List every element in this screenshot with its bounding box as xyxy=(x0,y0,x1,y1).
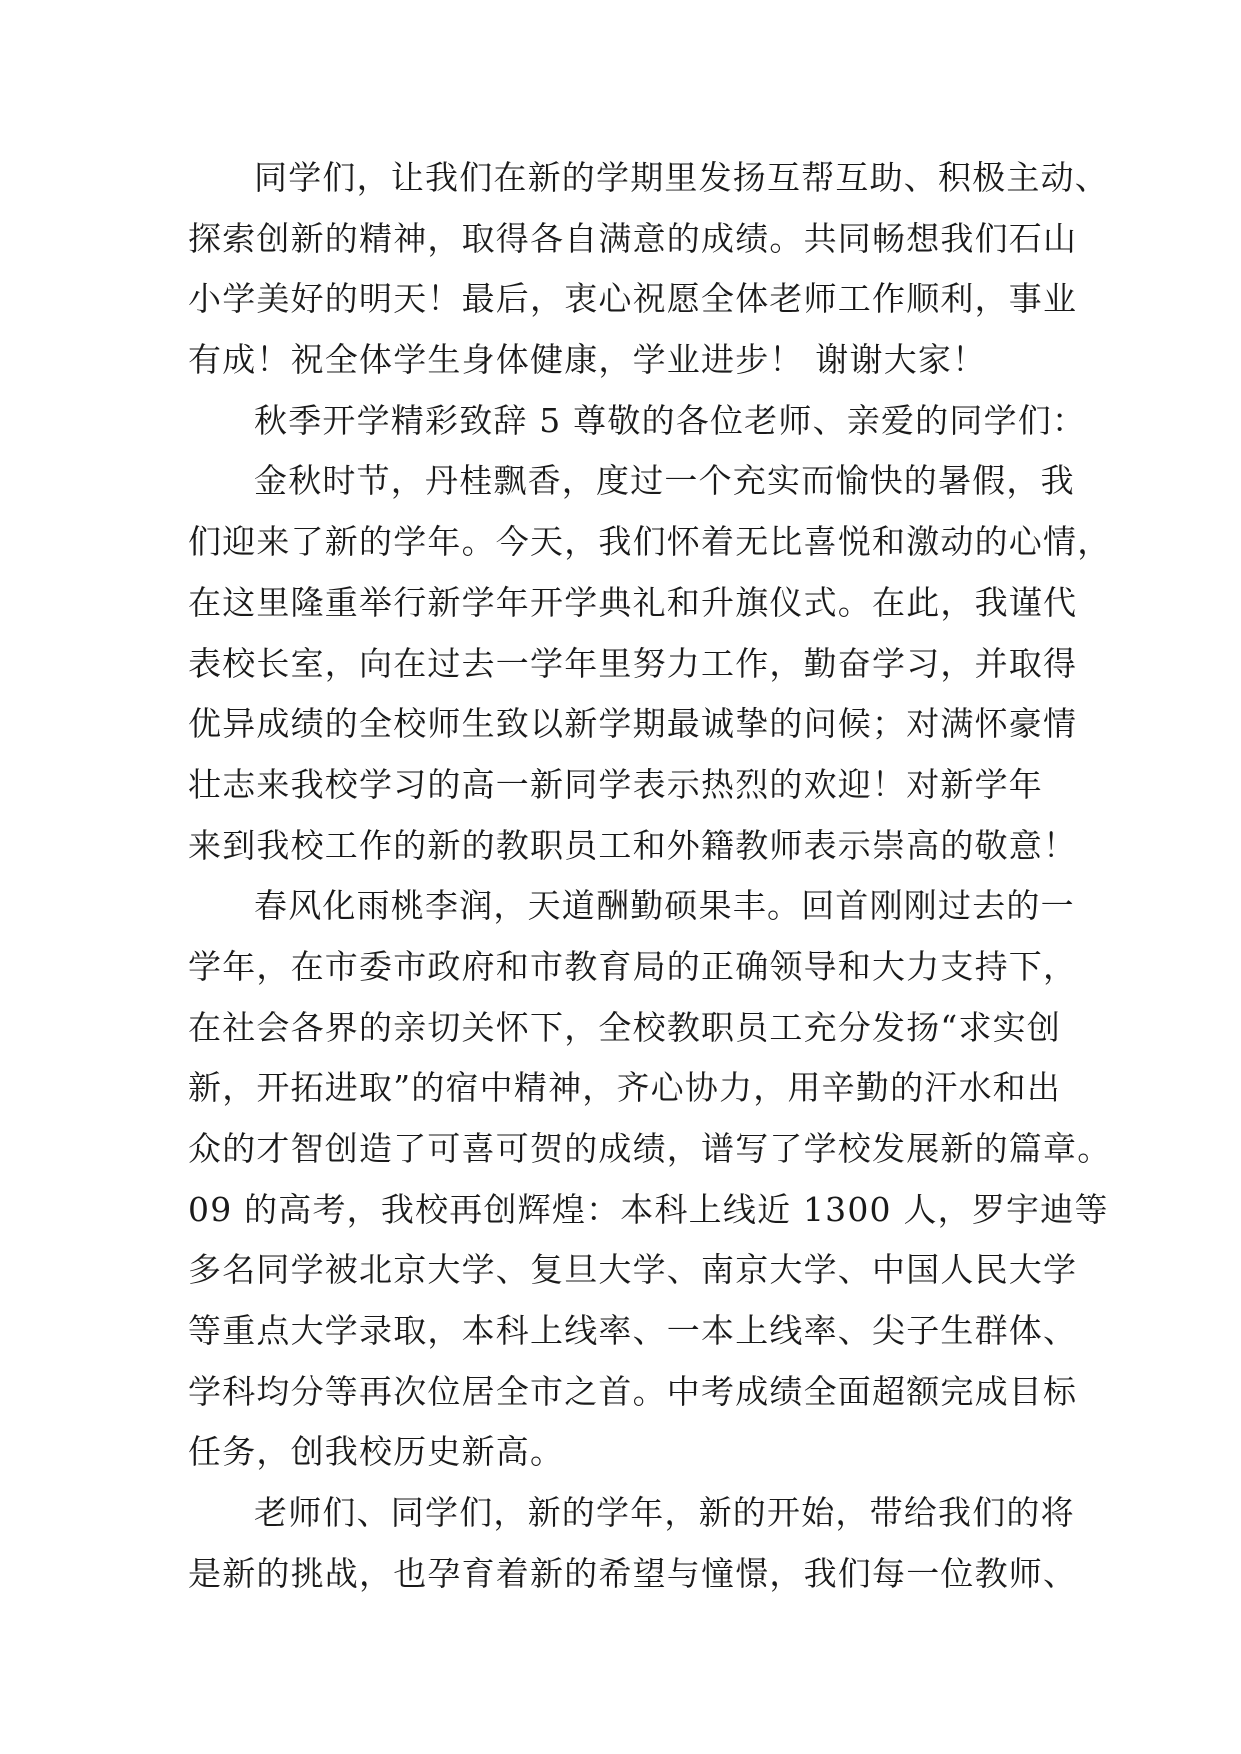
text-line: 学科均分等再次位居全市之首。中考成绩全面超额完成目标 xyxy=(188,1371,1078,1411)
text-line: 在社会各界的亲切关怀下，全校教职员工充分发扬“求实创 xyxy=(188,1007,1062,1047)
text-line: 春风化雨桃李润，天道酬勤硕果丰。回首刚刚过去的一 xyxy=(254,886,1075,926)
text-line: 09 的高考，我校再创辉煌：本科上线近 1300 人，罗宇迪等 xyxy=(188,1189,1109,1229)
text-line: 任务，创我校历史新高。 xyxy=(188,1432,565,1472)
text-line: 有成！祝全体学生身体健康，学业进步！ 谢谢大家！ xyxy=(188,340,987,380)
text-line: 探索创新的精神，取得各自满意的成绩。共同畅想我们石山 xyxy=(188,218,1078,258)
text-line: 众的才智创造了可喜可贺的成绩，谱写了学校发展新的篇章。 xyxy=(188,1129,1112,1168)
text-line: 优异成绩的全校师生致以新学期最诚挚的问候；对满怀豪情 xyxy=(188,704,1078,744)
text-line: 在这里隆重举行新学年开学典礼和升旗仪式。在此，我谨代 xyxy=(188,582,1078,622)
text-line: 们迎来了新的学年。今天，我们怀着无比喜悦和激动的心情， xyxy=(188,522,1112,562)
document-body xyxy=(188,148,1112,1605)
text-line: 金秋时节，丹桂飘香，度过一个充实而愉快的暑假，我 xyxy=(254,461,1075,501)
text-line: 老师们、同学们，新的学年，新的开始，带给我们的将 xyxy=(254,1493,1075,1533)
text-line: 学年，在市委市政府和市教育局的正确领导和大力支持下， xyxy=(188,946,1078,986)
text-line: 壮志来我校学习的高一新同学表示热烈的欢迎！对新学年 xyxy=(188,764,1043,804)
text-line: 多名同学被北京大学、复旦大学、南京大学、中国人民大学 xyxy=(188,1250,1078,1290)
text-line: 小学美好的明天！最后，衷心祝愿全体老师工作顺利，事业 xyxy=(188,279,1078,319)
text-line: 是新的挑战，也孕育着新的希望与憧憬，我们每一位教师、 xyxy=(188,1553,1078,1593)
text-line: 新，开拓进取”的宿中精神，齐心协力，用辛勤的汗水和出 xyxy=(188,1068,1062,1108)
text-line: 来到我校工作的新的教职员工和外籍教师表示崇高的敬意！ xyxy=(188,825,1078,865)
text-line: 秋季开学精彩致辞 5 尊敬的各位老师、亲爱的同学们： xyxy=(254,400,1087,440)
text-line: 表校长室，向在过去一学年里努力工作，勤奋学习，并取得 xyxy=(188,643,1078,683)
text-line: 同学们，让我们在新的学期里发扬互帮互助、积极主动、 xyxy=(254,158,1109,197)
text-line: 等重点大学录取，本科上线率、一本上线率、尖子生群体、 xyxy=(188,1311,1078,1351)
